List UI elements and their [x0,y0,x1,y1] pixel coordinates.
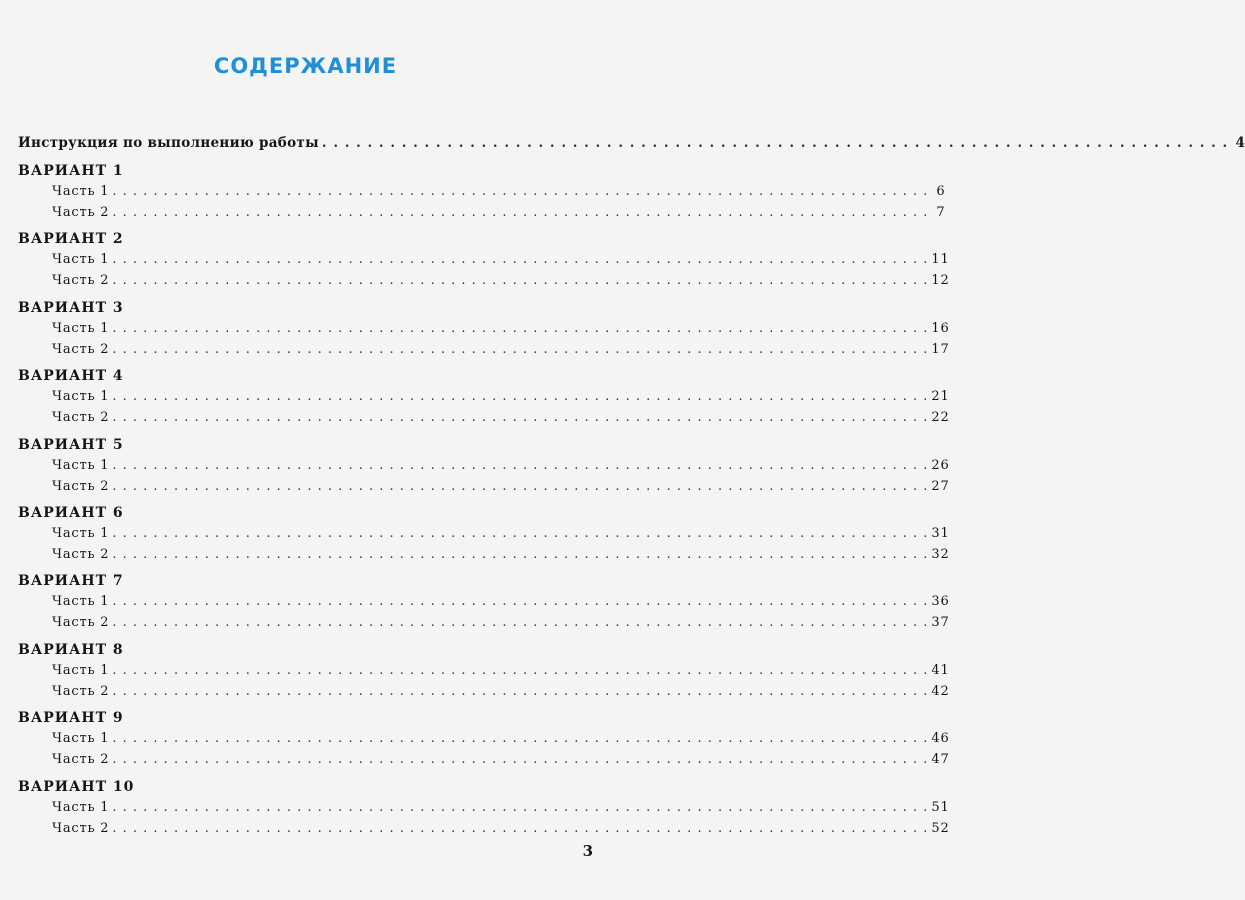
toc-leader-dots: . . . . . . . . . . . . . . . . . . . . . . . . . . . . . . . . . . . . . . . . . . . . . . . . . . . . . . . . . . . . . . . . . . . . . . . . . . . . . . . . [112,184,929,199]
toc-leader-dots: . . . . . . . . . . . . . . . . . . . . . . . . . . . . . . . . . . . . . . . . . . . . . . . . . . . . . . . . . . . . . . . . . . . . . . . . . . . . . . . . [112,252,929,268]
toc-entry-part [52,798,950,818]
toc-entry-part [52,456,950,476]
toc-entry-label: Часть 2 [52,752,110,768]
toc-entry-label: Часть 1 [52,526,110,541]
toc-leader-dots: . . . . . . . . . . . . . . . . . . . . . . . . . . . . . . . . . . . . . . . . . . . . . . . . . . . . . . . . . . . . . . . . . . . . . . . . . . . . . . . . [112,731,929,747]
toc-entry-part [52,682,950,702]
toc-entry-label: Часть 2 [52,820,110,836]
toc-entry-page: 4 [1235,135,1245,151]
toc-entry-part [52,819,950,839]
page-title: СОДЕРЖАНИЕ [213,54,398,78]
toc-leader-dots: . . . . . . . . . . . . . . . . . . . . . . . . . . . . . . . . . . . . . . . . . . . . . . . . . . . . . . . . . . . . . . . . . . . . . . . . . . . . . . . . [112,752,929,768]
toc-entry-page: 26 [931,457,950,473]
toc-entry-label: Часть 1 [52,320,110,336]
toc-entry-part [52,661,950,681]
toc-entry-page: 6 [936,184,946,199]
toc-entry-label: Часть 2 [52,683,110,699]
toc-leader-dots: . . . . . . . . . . . . . . . . . . . . . . . . . . . . . . . . . . . . . . . . . . . . . . . . . . . . . . . . . . . . . . . . . . . . . . . . . . . . . . . . [112,205,929,220]
toc-entry-page: 16 [931,320,950,336]
toc-entry-part [52,592,950,612]
toc-entry-label: Часть 2 [52,273,110,289]
toc-leader-dots: . . . . . . . . . . . . . . . . . . . . . . . . . . . . . . . . . . . . . . . . . . . . . . . . . . . . . . . . . . . . . . . . . . . . . . . . . . . . . . . . [112,320,929,336]
variant-heading: ВАРИАНТ 3 [18,299,124,316]
toc-entry-page: 12 [931,273,950,289]
toc-entry-part [52,250,950,270]
toc-entry-part [52,524,950,544]
toc-entry-part [52,477,950,497]
toc-entry-part [52,203,946,223]
toc-leader-dots: . . . . . . . . . . . . . . . . . . . . . . . . . . . . . . . . . . . . . . . . . . . . . . . . . . . . . . . . . . . . . . . . . . . . . . . . . . . . . . . . [112,526,929,541]
toc-entry-page: 17 [931,341,950,357]
toc-entry-label: Часть 1 [52,457,110,473]
toc-entry-label: Часть 1 [52,799,110,815]
toc-entry-page: 7 [936,205,946,220]
toc-entry-page: 41 [931,662,950,678]
variant-heading: ВАРИАНТ 2 [18,231,124,248]
toc-entry-label: Инструкция по выполнению работы [18,135,319,151]
toc-leader-dots: . . . . . . . . . . . . . . . . . . . . . . . . . . . . . . . . . . . . . . . . . . . . . . . . . . . . . . . . . . . . . . . . . . . . . . . . . . . . . . . . [112,683,929,699]
toc-leader-dots: . . . . . . . . . . . . . . . . . . . . . . . . . . . . . . . . . . . . . . . . . . . . . . . . . . . . . . . . . . . . . . . . . . . . . . . . . . . . . . . . [112,457,929,473]
toc-entry-part [52,408,950,428]
toc-entry-page: 47 [931,752,950,768]
toc-entry-page: 36 [931,594,950,610]
toc-leader-dots: . . . . . . . . . . . . . . . . . . . . . . . . . . . . . . . . . . . . . . . . . . . . . . . . . . . . . . . . . . . . . . . . . . . . . . . . . . . . . . . . [112,547,929,562]
toc-entry-page: 37 [931,615,950,631]
toc-leader-dots: . . . . . . . . . . . . . . . . . . . . . . . . . . . . . . . . . . . . . . . . . . . . . . . . . . . . . . . . . . . . . . . . . . . . . . . . . . . . . . . . [112,799,929,815]
toc-entry-label: Часть 2 [52,478,110,494]
toc-leader-dots: . . . . . . . . . . . . . . . . . . . . . . . . . . . . . . . . . . . . . . . . . . . . . . . . . . . . . . . . . . . . . . . . . . . . . . . . . . . . . . . . [112,389,929,405]
variant-heading: ВАРИАНТ 6 [18,505,124,521]
toc-entry-part [52,271,950,291]
toc-entry-label: Часть 2 [52,615,110,631]
toc-entry-instructions [18,133,1245,153]
toc-entry-part [52,613,950,633]
toc-entry-part [52,340,950,360]
toc-entry-label: Часть 2 [52,205,110,220]
variant-heading: ВАРИАНТ 4 [18,368,124,385]
toc-entry-label: Часть 2 [52,410,110,426]
toc-entry-page: 21 [931,389,950,405]
toc-entry-label: Часть 2 [52,547,110,562]
toc-entry-page: 42 [931,683,950,699]
toc-entry-label: Часть 2 [52,341,110,357]
page-number: 3 [582,842,593,860]
variant-heading: ВАРИАНТ 10 [18,778,135,795]
toc-leader-dots: . . . . . . . . . . . . . . . . . . . . . . . . . . . . . . . . . . . . . . . . . . . . . . . . . . . . . . . . . . . . . . . . . . . . . . . . . . . . . . . . [112,662,929,678]
toc-entry-part [52,182,946,202]
toc-leader-dots: . . . . . . . . . . . . . . . . . . . . . . . . . . . . . . . . . . . . . . . . . . . . . . . . . . . . . . . . . . . . . . . . . . . . . . . . . . . . . . . . [321,135,1229,151]
toc-entry-part [52,750,950,770]
toc-leader-dots: . . . . . . . . . . . . . . . . . . . . . . . . . . . . . . . . . . . . . . . . . . . . . . . . . . . . . . . . . . . . . . . . . . . . . . . . . . . . . . . . [112,341,929,357]
toc-entry-part [52,729,950,749]
toc-entry-page: 46 [931,731,950,747]
toc-entry-label: Часть 1 [52,389,110,405]
toc-entry-page: 11 [931,252,950,268]
toc-entry-page: 31 [931,526,950,541]
toc-entry-label: Часть 1 [52,184,110,199]
toc-leader-dots: . . . . . . . . . . . . . . . . . . . . . . . . . . . . . . . . . . . . . . . . . . . . . . . . . . . . . . . . . . . . . . . . . . . . . . . . . . . . . . . . [112,820,929,836]
variant-heading: ВАРИАНТ 8 [18,641,124,658]
toc-entry-label: Часть 1 [52,731,110,747]
toc-leader-dots: . . . . . . . . . . . . . . . . . . . . . . . . . . . . . . . . . . . . . . . . . . . . . . . . . . . . . . . . . . . . . . . . . . . . . . . . . . . . . . . . [112,273,929,289]
toc-leader-dots: . . . . . . . . . . . . . . . . . . . . . . . . . . . . . . . . . . . . . . . . . . . . . . . . . . . . . . . . . . . . . . . . . . . . . . . . . . . . . . . . [112,615,929,631]
toc-leader-dots: . . . . . . . . . . . . . . . . . . . . . . . . . . . . . . . . . . . . . . . . . . . . . . . . . . . . . . . . . . . . . . . . . . . . . . . . . . . . . . . . [112,410,929,426]
toc-entry-label: Часть 1 [52,662,110,678]
toc-entry-part [52,387,950,407]
toc-entry-page: 52 [931,820,950,836]
variant-heading: ВАРИАНТ 9 [18,710,124,727]
toc-entry-page: 51 [931,799,950,815]
variant-heading: ВАРИАНТ 5 [18,436,124,453]
variant-heading: ВАРИАНТ 7 [18,573,124,590]
toc-entry-part [52,319,950,339]
toc-entry-page: 27 [931,478,950,494]
toc-leader-dots: . . . . . . . . . . . . . . . . . . . . . . . . . . . . . . . . . . . . . . . . . . . . . . . . . . . . . . . . . . . . . . . . . . . . . . . . . . . . . . . . [112,478,929,494]
toc-entry-part [52,545,950,565]
toc-entry-page: 22 [931,410,950,426]
toc-entry-label: Часть 1 [52,252,110,268]
variant-heading: ВАРИАНТ 1 [18,163,124,179]
toc-leader-dots: . . . . . . . . . . . . . . . . . . . . . . . . . . . . . . . . . . . . . . . . . . . . . . . . . . . . . . . . . . . . . . . . . . . . . . . . . . . . . . . . [112,594,929,610]
toc-entry-label: Часть 1 [52,594,110,610]
toc-entry-page: 32 [931,547,950,562]
